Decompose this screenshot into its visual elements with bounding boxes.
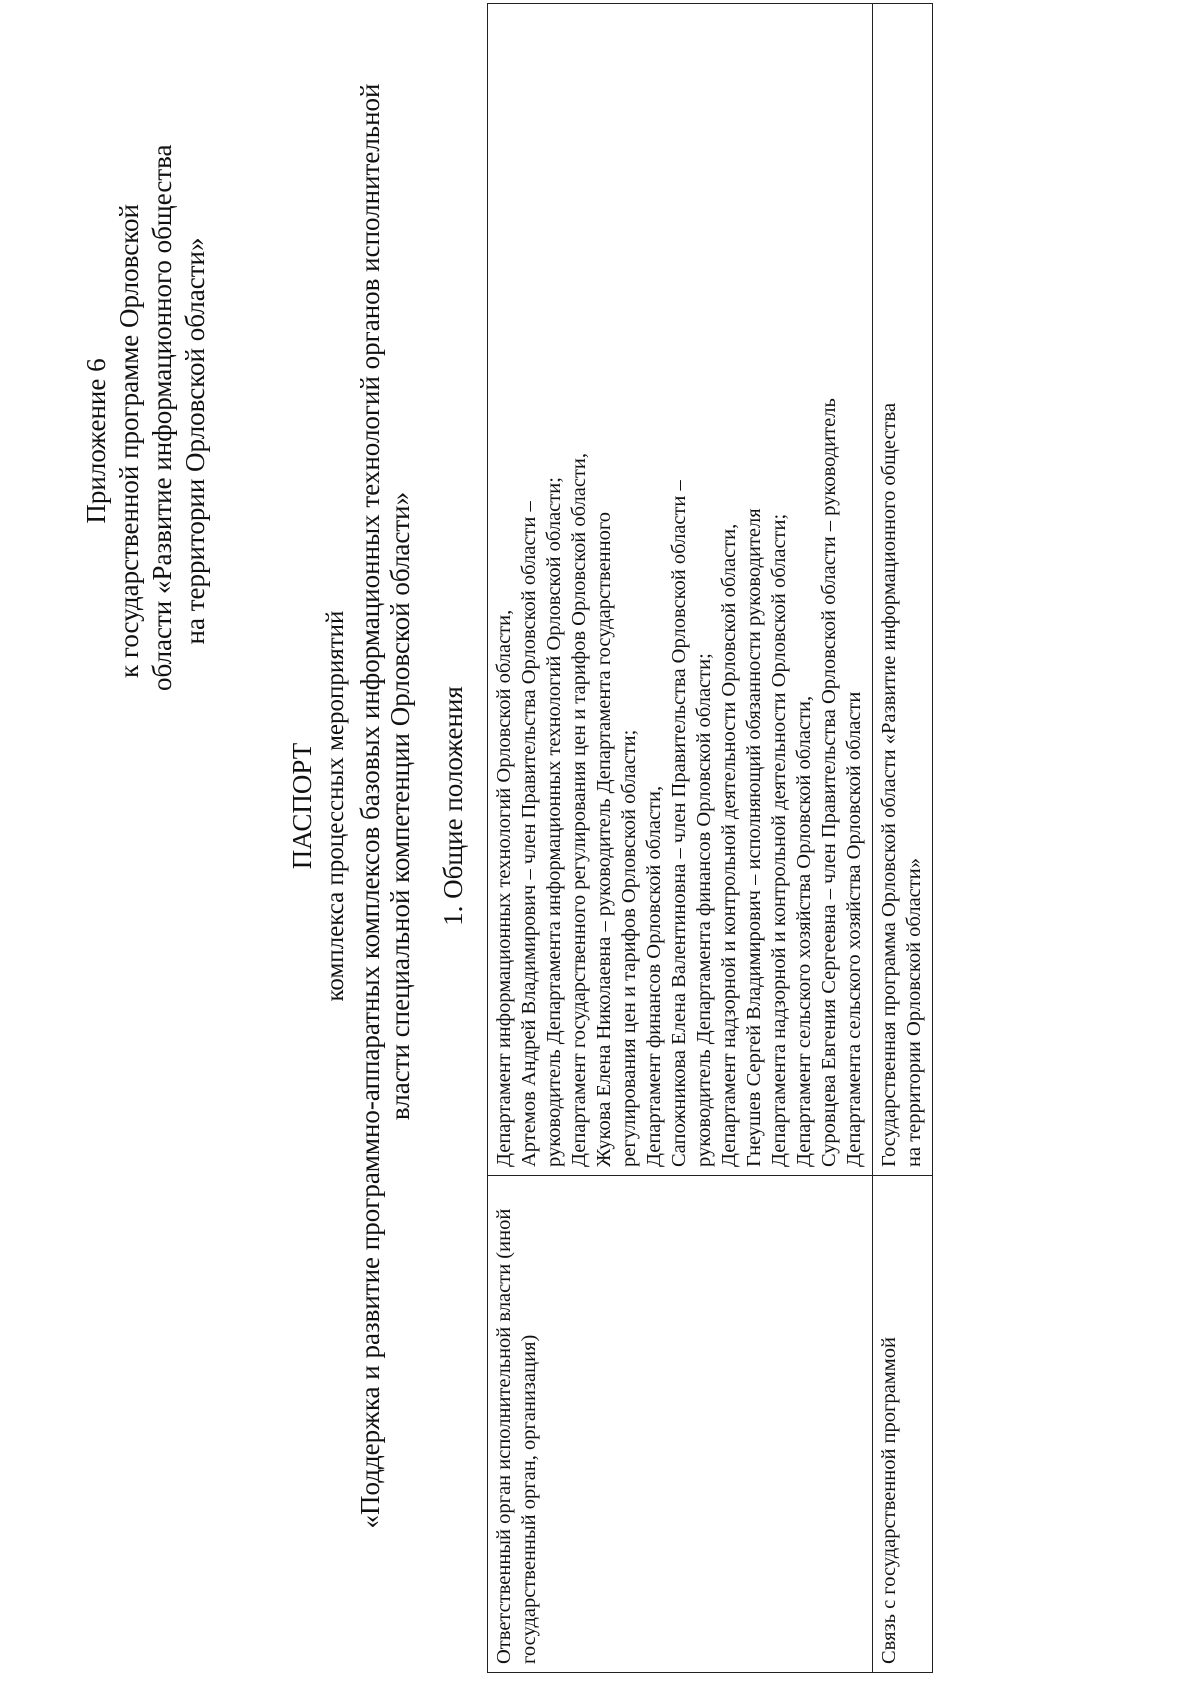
appendix-block	[80, 144, 212, 691]
value-line: регулирования цен и тарифов Орловской области;	[618, 729, 640, 1167]
row-value	[488, 4, 873, 1176]
value-line: Департамент надзорной и контрольной деятельности Орловской области,	[718, 523, 740, 1167]
value-line: Государственная программа Орловской области «Развитие информационного общества	[878, 402, 900, 1167]
passport-table	[487, 3, 933, 1673]
value-line: Сапожникова Елена Валентиновна – член Правительства Орловской области –	[668, 480, 690, 1167]
value-line: Артемов Андрей Владимирович – член Правительства Орловской области –	[518, 501, 540, 1167]
appendix-line: области «Развитие информационного общества	[147, 144, 177, 691]
value-line: Департамент финансов Орловской области,	[643, 785, 665, 1167]
value-line: руководитель Департамента информационных технологий Орловской области;	[543, 477, 565, 1167]
row-value	[873, 4, 933, 1176]
value-line: Департамент сельского хозяйства Орловской области,	[793, 695, 815, 1167]
passport-subtitle: комплекса процессных мероприятий	[322, 610, 349, 1002]
value-line: Департамента надзорной и контрольной деятельности Орловской области;	[768, 513, 790, 1167]
section-title: 1. Общие положения	[438, 686, 468, 926]
appendix-line: к государственной программе Орловской	[114, 204, 144, 678]
value-line: Жукова Елена Николаевна – руководитель Департамента государственного	[593, 511, 615, 1167]
value-line: Гнеушев Сергей Владимирович – исполняющий обязанности руководителя	[743, 508, 765, 1167]
table-row	[873, 4, 933, 1673]
passport-name	[355, 0, 415, 1701]
table-row	[488, 4, 873, 1673]
value-line: Департамент государственного регулирования цен и тарифов Орловской области,	[568, 453, 590, 1167]
passport-title: ПАСПОРТ	[287, 742, 317, 870]
passport-name-line: власти специальной компетенции Орловской области»	[385, 491, 415, 1121]
appendix-line: на территории Орловской области»	[180, 237, 210, 645]
appendix-line: Приложение 6	[81, 358, 111, 524]
passport-name-line: «Поддержка и развитие программно-аппаратных комплексов базовых информационных технологий органов исполнительной	[355, 83, 385, 1529]
row-label: Ответственный орган исполнительной власти (иной государственный орган, организация)	[488, 1176, 873, 1673]
value-line: Суровцева Евгения Сергеевна – член Правительства Орловской области – руководитель	[818, 398, 840, 1167]
row-label: Связь с государственной программой	[873, 1176, 933, 1673]
value-line: Департамента сельского хозяйства Орловской области	[843, 691, 865, 1167]
value-line: на территории Орловской области»	[903, 858, 925, 1167]
value-line: руководитель Департамента финансов Орловской области;	[693, 653, 715, 1167]
value-line: Департамент информационных технологий Орловской области,	[493, 609, 515, 1167]
